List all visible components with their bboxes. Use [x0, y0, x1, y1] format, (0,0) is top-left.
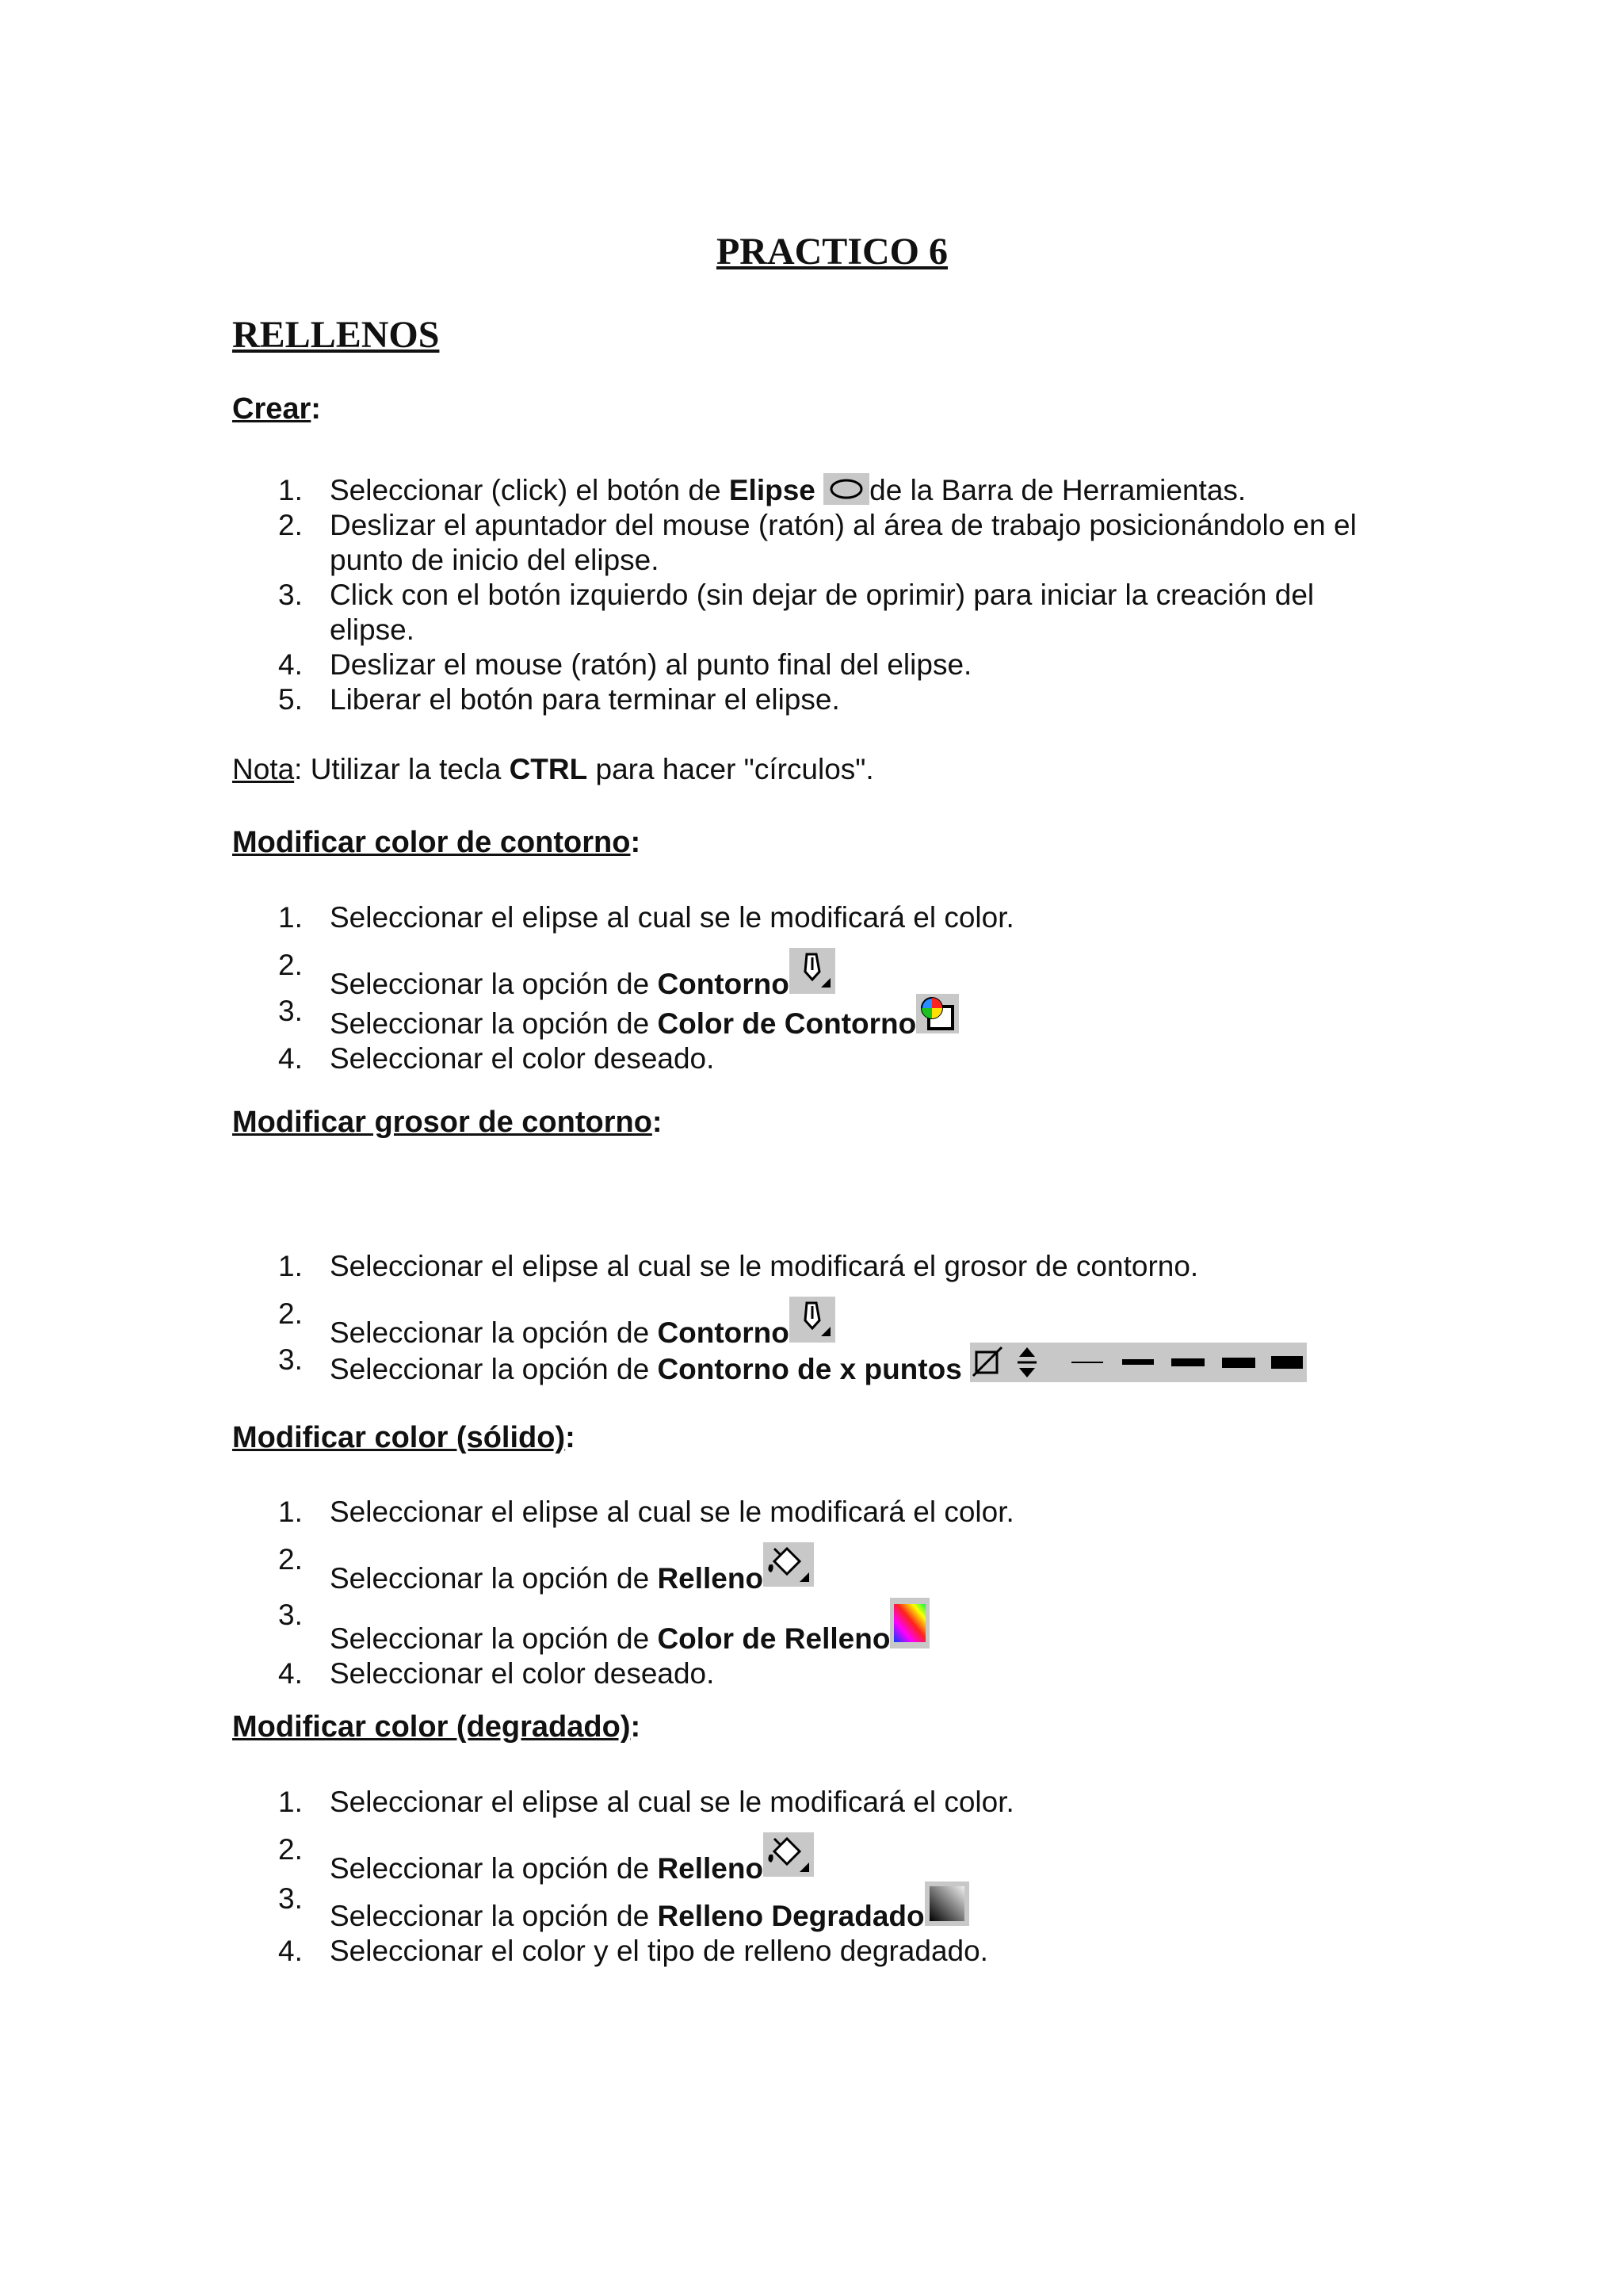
list-item: 2. Seleccionar la opción de Contorno — [232, 1297, 1397, 1343]
list-item: 3. Seleccionar la opción de Relleno Degradado — [232, 1881, 1397, 1934]
list-item: 4. Deslizar el mouse (ratón) al punto final del elipse. — [278, 648, 972, 681]
fill-color-icon — [890, 1598, 930, 1648]
fill-bucket-icon — [763, 1832, 814, 1877]
list-item: 1. Seleccionar el elipse al cual se le modificará el color. — [278, 1496, 1014, 1528]
list-item: 3. Seleccionar la opción de Contorno de x puntos — [232, 1343, 1397, 1387]
list-item: 2. Seleccionar la opción de Relleno — [232, 1542, 1397, 1598]
list-item: 3. Click con el botón izquierdo (sin dejar de oprimir) para iniciar la creación del elipse. — [278, 579, 1315, 646]
color-contorno-list — [232, 900, 1397, 1076]
list-item: 3. Seleccionar la opción de Color de Relleno — [232, 1598, 1397, 1656]
list-item: 1. Seleccionar el elipse al cual se le modificará el grosor de contorno. — [278, 1250, 1199, 1282]
grosor-contorno-list — [232, 1249, 1397, 1387]
list-item: 1. Seleccionar (click) el botón de Elipse de la Barra de Herramientas. — [278, 474, 1247, 506]
list-item: 2. Deslizar el apuntador del mouse (ratón) al área de trabajo posicionándolo en el punto de inicio del elipse. — [278, 509, 1357, 576]
ellipse-tool-icon — [823, 473, 869, 505]
heading-color-contorno: Modificar color de contorno: — [232, 826, 641, 859]
crear-list — [232, 473, 1397, 717]
list-item: 4. Seleccionar el color y el tipo de relleno degradado. — [278, 1935, 988, 1967]
outline-pen-icon — [789, 948, 835, 994]
list-item: 4. Seleccionar el color deseado. — [278, 1657, 715, 1690]
list-item: 5. Liberar el botón para terminar el elipse. — [278, 683, 840, 716]
note: Nota: Utilizar la tecla CTRL para hacer "círculos". — [232, 753, 874, 785]
heading-crear: Crear: — [232, 392, 321, 426]
list-item: 4. Seleccionar el color deseado. — [278, 1042, 715, 1075]
gradient-fill-icon — [925, 1881, 969, 1926]
section-title: RELLENOS — [232, 314, 440, 356]
list-item: 1. Seleccionar el elipse al cual se le modificará el color. — [278, 1786, 1014, 1818]
color-solido-list — [232, 1495, 1397, 1691]
list-item: 2. Seleccionar la opción de Contorno — [232, 948, 1397, 994]
outline-width-toolbar-icon — [970, 1343, 1307, 1382]
list-item: 1. Seleccionar el elipse al cual se le modificará el color. — [278, 901, 1014, 934]
outline-pen-icon — [789, 1297, 835, 1343]
heading-color-degradado: Modificar color (degradado): — [232, 1710, 641, 1744]
outline-color-icon — [916, 994, 959, 1033]
list-item: 2. Seleccionar la opción de Relleno — [232, 1832, 1397, 1881]
page-title: PRACTICO 6 — [716, 231, 948, 273]
fill-bucket-icon — [763, 1542, 814, 1587]
color-degradado-list — [232, 1785, 1397, 1969]
heading-color-solido: Modificar color (sólido): — [232, 1421, 575, 1454]
heading-grosor-contorno: Modificar grosor de contorno: — [232, 1106, 663, 1139]
list-item: 3. Seleccionar la opción de Color de Contorno — [232, 994, 1397, 1041]
